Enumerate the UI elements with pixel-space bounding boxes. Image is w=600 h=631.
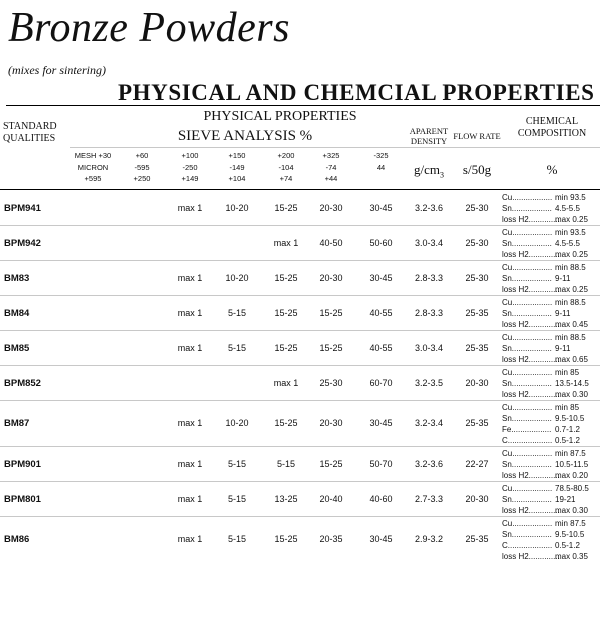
density-unit xyxy=(404,162,454,180)
chem-value: max 0.20 xyxy=(555,471,588,480)
physical-properties-header: PHYSICAL PROPERTIES xyxy=(203,109,357,124)
sieve-column-label: 44 xyxy=(376,162,386,172)
sieve-column-label: +325 xyxy=(322,151,340,160)
chem-value: max 0.35 xyxy=(555,552,588,561)
sieve-value: 40-55 xyxy=(369,308,393,318)
chem-element: C.................... xyxy=(502,541,553,550)
sieve-column-label: -325 xyxy=(373,151,389,160)
sieve-column-label: MESH +30 xyxy=(74,151,112,160)
chem-line xyxy=(502,495,600,506)
chem-line xyxy=(502,519,600,530)
chem-header-line2: COMPOSITION xyxy=(517,127,587,139)
table-row xyxy=(0,226,600,261)
chem-element: Cu.................. xyxy=(502,449,553,458)
chem-value: max 0.65 xyxy=(555,355,588,364)
quality-name: BM86 xyxy=(4,534,30,545)
chem-element: Sn.................. xyxy=(502,530,552,539)
sieve-value: 40-60 xyxy=(369,494,393,504)
sieve-value: 20-35 xyxy=(319,534,343,544)
chem-element: loss H2.............. xyxy=(502,215,560,224)
chem-value: 4.5-5.5 xyxy=(555,204,580,213)
density-value: 2.9-3.2 xyxy=(414,534,444,544)
sieve-column-header xyxy=(355,150,407,173)
sieve-column-label: +104 xyxy=(228,174,246,183)
sieve-value: max 1 xyxy=(177,203,203,213)
chem-unit: % xyxy=(546,162,558,177)
chem-element: Cu.................. xyxy=(502,484,553,493)
chem-line xyxy=(502,239,600,250)
chem-line xyxy=(502,274,600,285)
flow-rate-value: 22-27 xyxy=(465,459,489,469)
sieve-value: 60-70 xyxy=(369,378,393,388)
flow-rate-value: 25-30 xyxy=(465,238,489,248)
flow-rate-value: 20-30 xyxy=(465,494,489,504)
chem-element: loss H2.............. xyxy=(502,390,560,399)
table-row xyxy=(0,447,600,482)
chem-element: Cu.................. xyxy=(502,403,553,412)
sieve-value: 5-15 xyxy=(227,494,246,504)
chem-value: max 0.30 xyxy=(555,506,588,515)
sieve-column-header xyxy=(211,150,263,185)
sieve-value: 5-15 xyxy=(227,308,246,318)
sieve-value: 40-55 xyxy=(369,343,393,353)
sieve-value: 50-60 xyxy=(369,238,393,248)
chem-element: Cu.................. xyxy=(502,368,553,377)
chem-element: Cu.................. xyxy=(502,298,553,307)
chem-value: 9-11 xyxy=(555,344,571,353)
chem-element: Sn.................. xyxy=(502,309,552,318)
chem-value: 0.5-1.2 xyxy=(555,436,580,445)
sieve-analysis-header: SIEVE ANALYSIS % xyxy=(177,128,313,144)
sieve-column-label: -595 xyxy=(134,162,150,172)
chem-value: min 85 xyxy=(555,368,580,377)
chem-value: min 88.5 xyxy=(555,333,586,342)
chem-line xyxy=(502,460,600,471)
sieve-column-label: +200 xyxy=(277,151,295,160)
density-value: 3.2-3.5 xyxy=(414,378,444,388)
header-top-rule xyxy=(6,105,600,106)
sieve-value: 10-20 xyxy=(225,418,249,428)
chem-value: max 0.30 xyxy=(555,390,588,399)
density-header-line1: APARENT xyxy=(409,126,449,136)
table-row xyxy=(0,331,600,366)
chem-value: 9.5-10.5 xyxy=(555,530,585,539)
chem-header-line1: CHEMICAL xyxy=(525,116,579,127)
chem-element: Cu.................. xyxy=(502,519,553,528)
density-unit-text: g/cm xyxy=(414,162,440,177)
sieve-value: 13-25 xyxy=(274,494,298,504)
chem-value: min 88.5 xyxy=(555,263,586,272)
sieve-value: max 1 xyxy=(177,308,203,318)
density-value: 2.8-3.3 xyxy=(414,308,444,318)
chem-element: Fe.................. xyxy=(502,425,552,434)
quality-name: BM83 xyxy=(4,273,30,284)
table-row xyxy=(0,401,600,447)
chem-element: Sn.................. xyxy=(502,239,552,248)
chem-element: loss H2.............. xyxy=(502,320,560,329)
quality-name: BPM801 xyxy=(4,494,41,505)
chem-element: loss H2.............. xyxy=(502,552,560,561)
standard-qualities-header xyxy=(3,121,57,144)
sieve-value: 40-50 xyxy=(319,238,343,248)
flow-rate-value: 25-35 xyxy=(465,534,489,544)
sieve-value: 5-15 xyxy=(227,534,246,544)
flow-rate-value: 25-35 xyxy=(465,418,489,428)
sieve-value: 10-20 xyxy=(225,273,249,283)
chem-element: Sn.................. xyxy=(502,460,552,469)
quality-name: BPM852 xyxy=(4,378,41,389)
chem-line xyxy=(502,552,600,563)
chem-line xyxy=(502,449,600,460)
table-row xyxy=(0,482,600,517)
chem-line xyxy=(502,379,600,390)
sieve-value: 20-30 xyxy=(319,418,343,428)
chem-value: min 87.5 xyxy=(555,519,586,528)
quality-name: BM84 xyxy=(4,308,30,319)
sieve-value: 30-45 xyxy=(369,273,393,283)
sieve-value: 50-70 xyxy=(369,459,393,469)
chem-line xyxy=(502,541,600,552)
sieve-column-header xyxy=(67,150,119,185)
sieve-column-label: +150 xyxy=(228,151,246,160)
chem-line xyxy=(502,263,600,274)
sieve-column-label: +60 xyxy=(135,151,149,160)
quality-name: BM85 xyxy=(4,343,30,354)
chem-line xyxy=(502,309,600,320)
chem-line xyxy=(502,425,600,436)
sieve-column-label: +74 xyxy=(279,174,293,183)
chem-element: Cu.................. xyxy=(502,228,553,237)
sieve-value: 20-40 xyxy=(319,494,343,504)
chem-value: 9-11 xyxy=(555,274,571,283)
chem-element: Sn.................. xyxy=(502,204,552,213)
chem-value: 78.5-80.5 xyxy=(555,484,589,493)
table-row xyxy=(0,517,600,563)
flow-rate-value: 25-30 xyxy=(465,273,489,283)
sieve-value: 10-20 xyxy=(225,203,249,213)
sieve-column-label: +250 xyxy=(133,174,151,183)
chem-line xyxy=(502,368,600,379)
chem-element: Cu.................. xyxy=(502,333,553,342)
chem-line xyxy=(502,298,600,309)
chem-element: loss H2.............. xyxy=(502,471,560,480)
sieve-value: max 1 xyxy=(177,273,203,283)
sieve-column-label: -104 xyxy=(278,162,294,172)
density-value: 3.0-3.4 xyxy=(414,343,444,353)
sieve-value: max 1 xyxy=(273,238,299,248)
page-title: Bronze Powders xyxy=(8,5,290,51)
sieve-value: 15-25 xyxy=(274,308,298,318)
chem-value: 9.5-10.5 xyxy=(555,414,585,423)
sieve-column-label: +100 xyxy=(181,151,199,160)
sieve-column-label: +44 xyxy=(324,174,338,183)
sieve-value: max 1 xyxy=(177,534,203,544)
sieve-column-label: -74 xyxy=(325,162,337,172)
chem-line xyxy=(502,204,600,215)
chem-value: min 88.5 xyxy=(555,298,586,307)
sieve-value: 15-25 xyxy=(319,343,343,353)
chem-value: max 0.45 xyxy=(555,320,588,329)
sieve-column-header xyxy=(116,150,168,185)
sieve-value: 15-25 xyxy=(319,459,343,469)
chem-element: Sn.................. xyxy=(502,495,552,504)
sieve-value: max 1 xyxy=(177,343,203,353)
chem-value: min 85 xyxy=(555,403,580,412)
chem-value: 19-21 xyxy=(555,495,576,504)
sieve-value: 30-45 xyxy=(369,418,393,428)
chem-value: 4.5-5.5 xyxy=(555,239,580,248)
chem-line xyxy=(502,344,600,355)
flow-rate-header: FLOW RATE xyxy=(453,131,501,141)
standard-header-line1: STANDARD xyxy=(3,121,57,132)
table-row xyxy=(0,191,600,226)
chem-line xyxy=(502,484,600,495)
chem-element: loss H2.............. xyxy=(502,506,560,515)
chem-element: loss H2.............. xyxy=(502,355,560,364)
chem-value: 0.5-1.2 xyxy=(555,541,580,550)
chem-value: 0.7-1.2 xyxy=(555,425,580,434)
header-bottom-rule xyxy=(0,189,600,190)
density-value: 3.2-3.6 xyxy=(414,203,444,213)
chem-element: loss H2.............. xyxy=(502,250,560,259)
chem-value: 13.5-14.5 xyxy=(555,379,589,388)
chem-line xyxy=(502,403,600,414)
density-header-line2: DENSITY xyxy=(410,135,448,146)
flow-rate-value: 25-35 xyxy=(465,308,489,318)
chem-line xyxy=(502,530,600,541)
chem-line xyxy=(502,228,600,239)
density-value: 3.2-3.4 xyxy=(414,418,444,428)
density-value: 3.0-3.4 xyxy=(414,238,444,248)
chem-element: loss H2.............. xyxy=(502,285,560,294)
sieve-value: max 1 xyxy=(177,494,203,504)
quality-name: BPM901 xyxy=(4,459,41,470)
sieve-value: 15-25 xyxy=(274,343,298,353)
quality-name: BM87 xyxy=(4,418,30,429)
sieve-value: 5-15 xyxy=(276,459,295,469)
chem-value: min 93.5 xyxy=(555,228,586,237)
sieve-column-label: +149 xyxy=(181,174,199,183)
sieve-column-label: -250 xyxy=(182,162,198,172)
sieve-value: 20-30 xyxy=(319,273,343,283)
table-heading: PHYSICAL AND CHEMCIAL PROPERTIES xyxy=(118,80,595,105)
sieve-value: max 1 xyxy=(177,418,203,428)
sieve-value: 15-25 xyxy=(274,203,298,213)
chem-element: Sn.................. xyxy=(502,414,552,423)
chem-line xyxy=(502,193,600,204)
table-row xyxy=(0,296,600,331)
flow-unit: s/50g xyxy=(462,162,492,177)
sieve-value: 20-30 xyxy=(319,203,343,213)
sieve-column-label: +595 xyxy=(84,174,102,183)
apparent-density-header xyxy=(404,127,454,147)
chem-value: 9-11 xyxy=(555,309,571,318)
table-row xyxy=(0,366,600,401)
chem-element: Sn.................. xyxy=(502,274,552,283)
sieve-value: 15-25 xyxy=(319,308,343,318)
chem-value: min 93.5 xyxy=(555,193,586,202)
sieve-value: 30-45 xyxy=(369,203,393,213)
sieve-column-header xyxy=(164,150,216,185)
sieve-value: 30-45 xyxy=(369,534,393,544)
header-subrule xyxy=(70,147,600,148)
chem-value: max 0.25 xyxy=(555,215,588,224)
chem-line xyxy=(502,414,600,425)
flow-rate-value: 25-30 xyxy=(465,203,489,213)
sieve-value: 15-25 xyxy=(274,273,298,283)
chem-value: min 87.5 xyxy=(555,449,586,458)
sieve-value: max 1 xyxy=(177,459,203,469)
chem-element: Cu.................. xyxy=(502,263,553,272)
chem-value: max 0.25 xyxy=(555,250,588,259)
quality-name: BPM942 xyxy=(4,238,41,249)
page-subtitle: (mixes for sintering) xyxy=(8,63,106,77)
chem-value: 10.5-11.5 xyxy=(555,460,589,469)
chem-element: Cu.................. xyxy=(502,193,553,202)
sieve-value: max 1 xyxy=(273,378,299,388)
sieve-value: 15-25 xyxy=(274,534,298,544)
density-unit-exponent: 3 xyxy=(440,170,444,180)
sieve-column-header xyxy=(305,150,357,185)
table-row xyxy=(0,261,600,296)
standard-header-line2: QUALITIES xyxy=(3,132,56,144)
sieve-value: 5-15 xyxy=(227,343,246,353)
chemical-composition-header xyxy=(512,116,592,139)
density-value: 3.2-3.6 xyxy=(414,459,444,469)
sieve-value: 15-25 xyxy=(274,418,298,428)
flow-rate-value: 25-35 xyxy=(465,343,489,353)
chem-line xyxy=(502,333,600,344)
chem-element: Sn.................. xyxy=(502,344,552,353)
density-value: 2.7-3.3 xyxy=(414,494,444,504)
sieve-column-label: MICRON xyxy=(77,162,109,172)
sieve-value: 5-15 xyxy=(227,459,246,469)
chem-element: Sn.................. xyxy=(502,379,552,388)
flow-rate-value: 20-30 xyxy=(465,378,489,388)
chem-element: C.................... xyxy=(502,436,553,445)
sieve-column-label: -149 xyxy=(229,162,245,172)
quality-name: BPM941 xyxy=(4,203,41,214)
density-value: 2.8-3.3 xyxy=(414,273,444,283)
chem-value: max 0.25 xyxy=(555,285,588,294)
sieve-value: 25-30 xyxy=(319,378,343,388)
